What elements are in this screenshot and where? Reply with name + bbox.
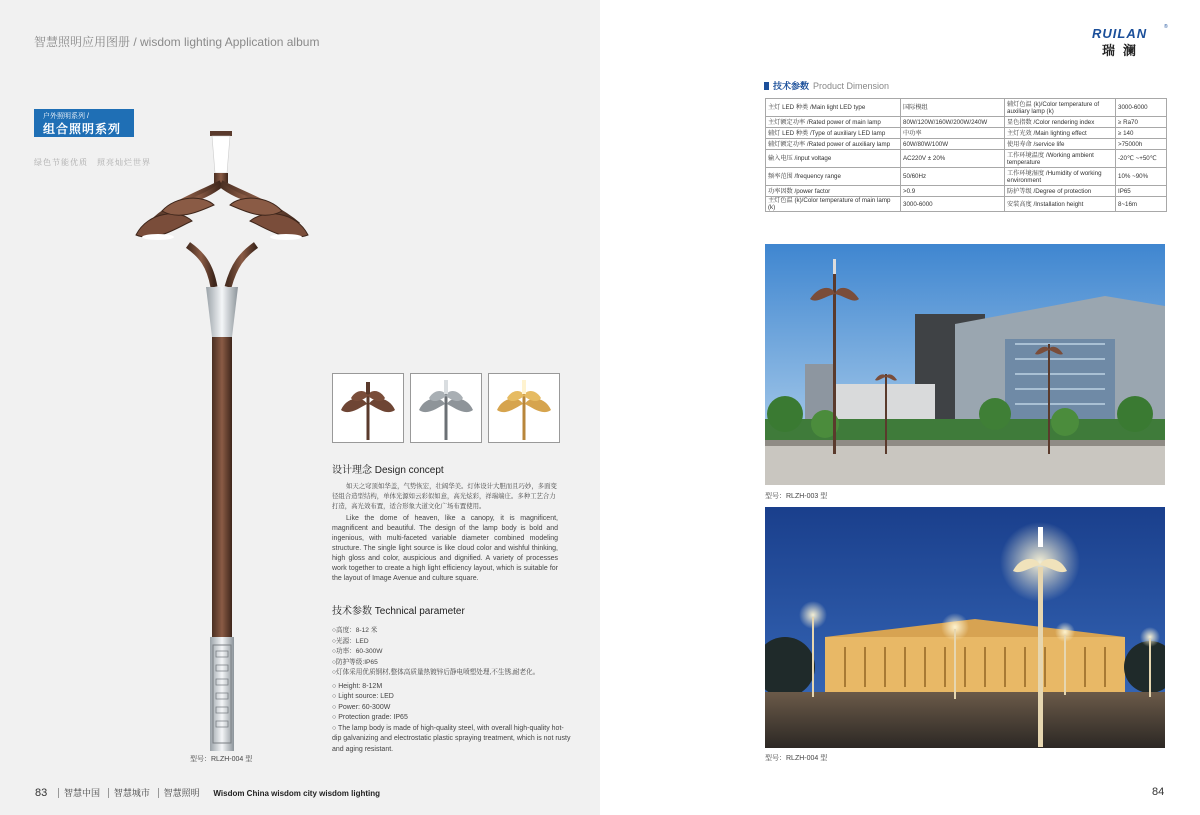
thumbnail-silver: [410, 373, 482, 443]
param-en-item: ○ Height: 8-12M: [332, 682, 383, 690]
spec-table: [765, 98, 1167, 212]
logo-chinese: 瑞澜: [1102, 43, 1145, 58]
spec-row: [766, 150, 1167, 168]
spec-cell: 工作环境湿度 /Humidity of working environment: [1005, 168, 1116, 186]
design-concept-title: 设计理念 Design concept: [332, 465, 444, 476]
param-cn-item: ○防护等级:IP65: [332, 658, 378, 666]
spec-cell: ≥ 140: [1116, 128, 1167, 139]
spec-cell: 主灯色温 (k)/Color temperature of main lamp (k): [766, 197, 901, 212]
footer-item: 智慧城市: [108, 788, 155, 798]
design-concept-chinese: 如天之穹顶如华盖，气势恢宏，壮阔华美。灯体设计大胆而且巧妙，多面变径组合造型结构，单体光源如云彩似如意，高光炫彩，祥瑞端庄。多种工艺合力打造，高光效布置，适合形象大道文化广场布置使用。: [332, 483, 557, 510]
slogan: 绿色节能优质 照亮灿烂世界: [34, 158, 151, 167]
logo-wordmark: RUILAN: [1092, 26, 1148, 41]
spec-row: [766, 168, 1167, 186]
spec-cell: 80W/120W/160W/200W/240W: [901, 117, 1005, 128]
spec-cell: 8~16m: [1116, 197, 1167, 212]
spec-cell: 工作环境温度 /Working ambient temperature: [1005, 150, 1116, 168]
spec-row: [766, 128, 1167, 139]
design-concept-english: Like the dome of heaven, like a canopy, it is magnificent, magnificent and beautiful. The design of the lamp body is bold and ingenious, with multi-faceted variable diameter combined modeling structure. The single light source is like cloud color and wishful thinking, high gloss and color, auspicious and dignified. A variety of processes work together to create a high light efficiency layout, which is suitable for the layout of Image Avenue and culture square.: [332, 515, 558, 582]
main-lamp-model-caption: 型号：RLZH-004 型: [190, 756, 253, 763]
spec-row: [766, 99, 1167, 117]
left-footer: [35, 786, 380, 799]
spec-cell: 辅灯色温 (k)/Color temperature of auxiliary lamp (k): [1005, 99, 1116, 117]
spec-cell: 显色指数 /Color rendering index: [1005, 117, 1116, 128]
photo-daytime-building: [765, 244, 1165, 485]
spec-row: [766, 117, 1167, 128]
brand-logo: [1092, 26, 1172, 60]
param-cn-item: ○灯体采用优质钢材,整体高质量热镀锌后静电喷塑处理,不生锈,耐老化。: [332, 669, 540, 676]
spec-cell: 50/60Hz: [901, 168, 1005, 186]
spec-cell: >75000h: [1116, 139, 1167, 150]
photo2-model-caption: 型号：RLZH-004 型: [765, 755, 828, 762]
spec-cell: ≥ Ra70: [1116, 117, 1167, 128]
right-page: [600, 0, 1200, 815]
logo-registered-mark: ®: [1164, 24, 1168, 30]
spec-cell: 辅灯额定功率 /Rated power of auxiliary lamp: [766, 139, 901, 150]
product-dimension-title: 技术参数 Product Dimension: [764, 79, 889, 92]
spec-cell: >0.9: [901, 186, 1005, 197]
spec-cell: 主灯光效 /Main lighting effect: [1005, 128, 1116, 139]
footer-english: Wisdom China wisdom city wisdom lighting: [213, 789, 381, 798]
param-cn-item: ○光源：LED: [332, 637, 369, 645]
technical-parameter-title: 技术参数 Technical parameter: [332, 606, 465, 617]
param-cn-item: ○高度：8-12 米: [332, 627, 378, 634]
main-lamp-illustration: [128, 125, 328, 757]
param-en-item: ○ Light source: LED: [332, 693, 394, 700]
param-en-item: ○ Power: 60-300W: [332, 703, 391, 711]
thumbnail-bronze: [332, 373, 404, 443]
spec-row: [766, 139, 1167, 150]
spec-cell: 60W/80W/100W: [901, 139, 1005, 150]
spec-row: [766, 197, 1167, 212]
spec-cell: AC220V ± 20%: [901, 150, 1005, 168]
spec-cell: 防护等级 /Degree of protection: [1005, 186, 1116, 197]
photo1-model-caption: 型号：RLZH-003 型: [765, 493, 828, 500]
spec-cell: 国际模组: [901, 99, 1005, 117]
thumbnail-gold: [488, 373, 560, 443]
page-number-right: 84: [1152, 786, 1165, 798]
spec-cell: IP65: [1116, 186, 1167, 197]
param-en-item: ○ Protection grade: IP65: [332, 714, 408, 721]
spec-row: [766, 186, 1167, 197]
spec-cell: -20℃ ~+50℃: [1116, 150, 1167, 168]
spec-cell: 辅灯 LED 种类 /Type of auxiliary LED lamp: [766, 128, 901, 139]
technical-parameter-list: [332, 626, 572, 755]
spec-cell: 输入电压 /input voltage: [766, 150, 901, 168]
footer-item: 智慧中国: [58, 788, 105, 798]
param-en-item: ○ The lamp body is made of high-quality steel, with overall high-quality hot-dip galvanizing and electrostatic plastic spraying treatment, which is not rusty and aging resistant.: [332, 724, 571, 753]
album-header: 智慧照明应用图册 / wisdom lighting Application album: [34, 35, 320, 49]
spec-cell: 3000-6000: [1116, 99, 1167, 117]
param-cn-item: ○功率：60-300W: [332, 648, 383, 655]
series-title: 组合照明系列: [43, 122, 122, 136]
photo-night-square: [765, 507, 1165, 748]
series-subtitle: 户外照明系列 /: [43, 113, 89, 120]
spec-cell: 功率因数 /power factor: [766, 186, 901, 197]
spec-cell: 主灯额定功率 /Rated power of main lamp: [766, 117, 901, 128]
title-bar-icon: [764, 82, 769, 90]
spec-cell: 中功率: [901, 128, 1005, 139]
spec-cell: 3000-6000: [901, 197, 1005, 212]
spec-cell: 使用寿命 /service life: [1005, 139, 1116, 150]
page-number-left: 83: [35, 787, 48, 799]
spec-cell: 安装高度 /Installation height: [1005, 197, 1116, 212]
spec-cell: 10% ~90%: [1116, 168, 1167, 186]
footer-item: 智慧照明: [158, 788, 205, 798]
series-label-box: [34, 109, 134, 137]
spec-cell: 主灯 LED 种类 /Main light LED type: [766, 99, 901, 117]
spec-cell: 频率范围 /frequency range: [766, 168, 901, 186]
